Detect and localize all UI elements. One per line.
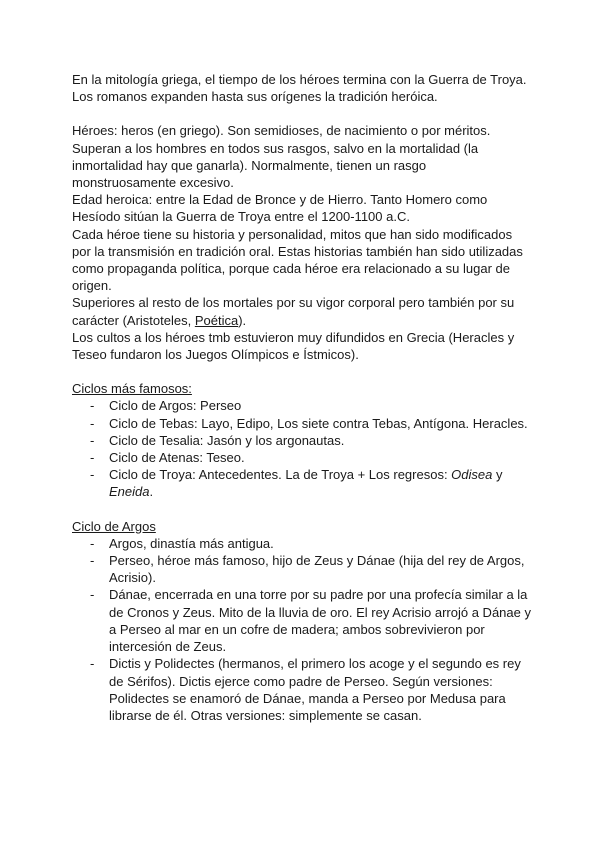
argos-list xyxy=(72,535,532,724)
historia-paragraph: Cada héroe tiene su historia y personalidad, mitos que han sido modificados por la transmisión en tradición oral. Estas historias también han sido utilizadas como propaganda política, porque cada héroe era relacionado a su lugar de origen. xyxy=(72,226,523,294)
heroes-definition: Héroes: heros (en griego). Son semidioses, de nacimiento o por méritos. Superan a los hombres en todos sus rasgos, salvo en la mortalidad (la inmortalidad hay que ganarla). Normalmente, tienen un rasgo monstruosamente excesivo. xyxy=(72,123,491,191)
list-item: - Perseo, héroe más famoso, hijo de Zeus y Dánae (hija del rey de Argos, Acrisio). xyxy=(72,552,532,586)
eneida-title: Eneida xyxy=(109,484,150,500)
list-item: - Ciclo de Tesalia: Jasón y los argonautas. xyxy=(72,432,532,449)
intro-paragraph: En la mitología griega, el tiempo de los héroes termina con la Guerra de Troya. Los romanos expanden hasta sus orígenes la tradición heróica. xyxy=(72,72,527,105)
list-item: - Ciclo de Atenas: Teseo. xyxy=(72,449,532,466)
list-item: - Argos, dinastía más antigua. xyxy=(72,535,532,552)
argos-heading: Ciclo de Argos xyxy=(72,518,156,534)
list-item: - Dictis y Polidectes (hermanos, el primero los acoge y el segundo es rey de Sérifos). Dictis ejerce como padre de Perseo. Según versiones: Polidectes se enamoró de Dánae, manda a Perseo por Medusa para librarse de él. Otras versiones: simplemente se casan. xyxy=(72,655,532,724)
edad-heroica-paragraph: Edad heroica: entre la Edad de Bronce y de Hierro. Tanto Homero como Hesíodo sitúan la Guerra de Troya entre el 1200-1100 a.C. xyxy=(72,192,488,225)
list-item: - Ciclo de Argos: Perseo xyxy=(72,397,532,414)
superiores-paragraph: Superiores al resto de los mortales por su vigor corporal pero también por su carácter (Aristoteles, Poética). xyxy=(72,295,515,328)
list-item: - Ciclo de Troya: Antecedentes. La de Troya + Los regresos: Odisea y Eneida. xyxy=(72,466,532,500)
ciclos-heading: Ciclos más famosos: xyxy=(72,381,192,397)
document-page xyxy=(72,71,532,724)
cultos-paragraph: Los cultos a los héroes tmb estuvieron muy difundidos en Grecia (Heracles y Teseo fundaron los Juegos Olímpicos e Ístmicos). xyxy=(72,329,515,363)
list-item: - Dánae, encerrada en una torre por su padre por una profecía similar a la de Cronos y Zeus. Mito de la lluvia de oro. El rey Acrisio arrojó a Dánae y a Perseo al mar en un cofre de madera; ambos sobrevivieron por intercesión de Zeus. xyxy=(72,586,532,655)
ciclos-list xyxy=(72,397,532,500)
poetica-link: Poética xyxy=(194,312,239,328)
list-item: - Ciclo de Tebas: Layo, Edipo, Los siete contra Tebas, Antígona. Heracles. xyxy=(72,415,532,432)
odisea-title: Odisea xyxy=(451,467,493,483)
